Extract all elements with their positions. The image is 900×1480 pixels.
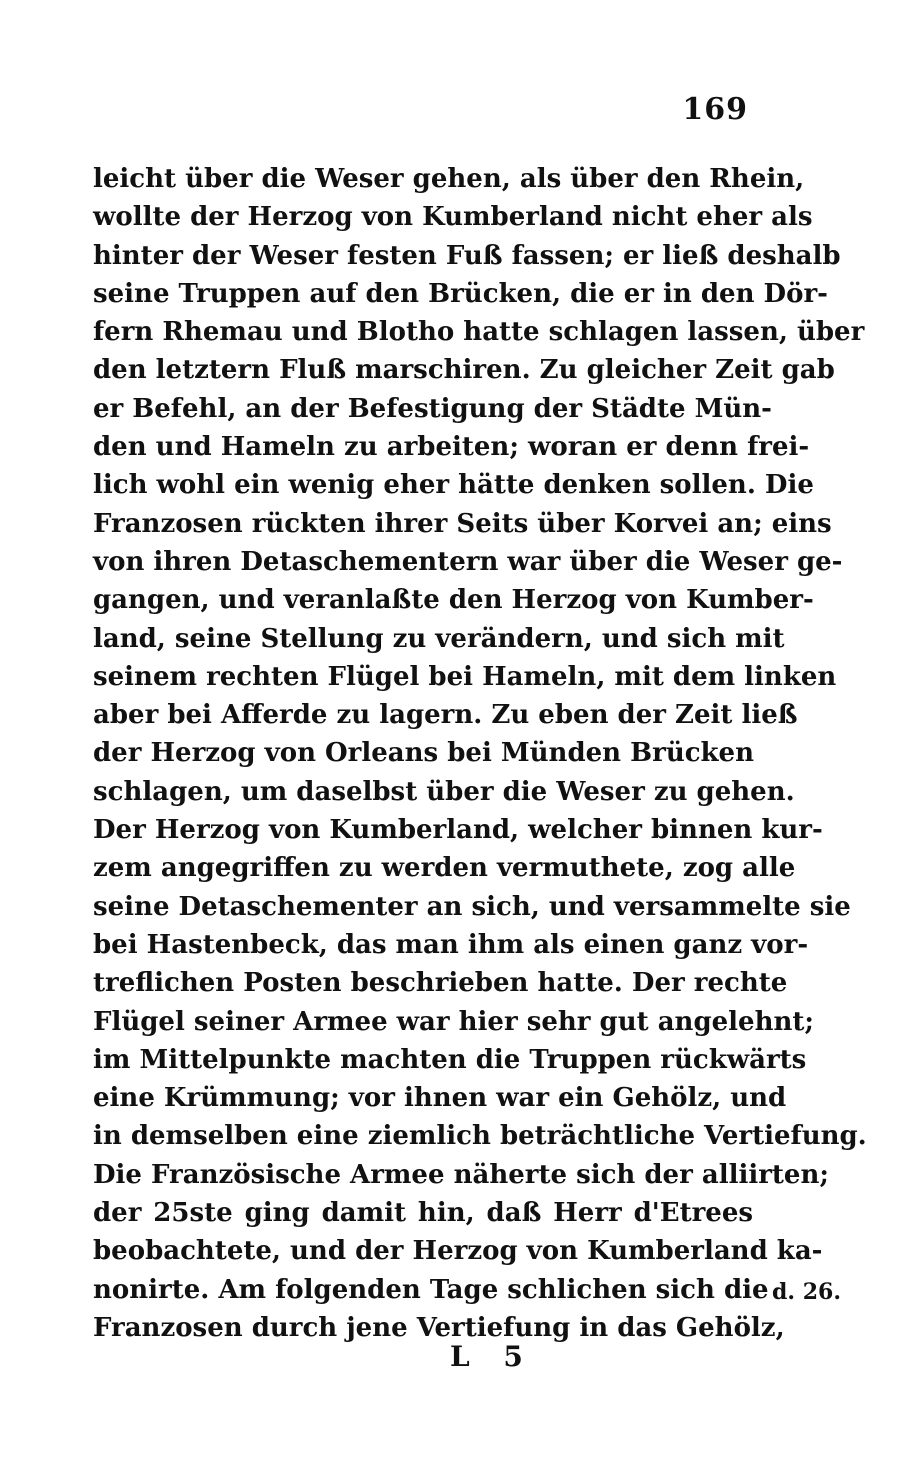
text-line: hinter der Weser festen Fuß fassen; er ließ deshalb — [93, 240, 841, 271]
text-line: aber bei Afferde zu lagern. Zu eben der Zeit ließ — [93, 700, 798, 731]
page-number: 169 — [682, 92, 748, 127]
text-line: Franzosen rückten ihrer Seits über Korvei an; eins — [93, 508, 832, 539]
text-line: nonirte. Am folgenden Tage schlichen sich die — [93, 1274, 769, 1305]
text-line: land, seine Stellung zu verändern, und sich mit — [93, 623, 785, 654]
text-line: er Befehl, an der Befestigung der Städte Mün- — [93, 393, 772, 424]
text-line: fern Rhemau und Blotho hatte schlagen lassen, über — [93, 317, 865, 348]
text-line: bei Hastenbeck, das man ihm als einen ganz vor- — [93, 929, 809, 960]
text-line: zem angegriffen zu werden vermuthete, zog alle — [93, 853, 796, 884]
text-line: den letztern Fluß marschiren. Zu gleicher Zeit gab — [93, 355, 835, 386]
text-line: treflichen Posten beschrieben hatte. Der rechte — [93, 968, 788, 999]
margin-date-note: d. 26. — [772, 1279, 841, 1305]
text-line: lich wohl ein wenig eher hätte denken sollen. Die — [93, 470, 814, 501]
text-line: der 25ste ging damit hin, daß Herr d'Etrees — [93, 1198, 753, 1229]
printer-signature-mark: L 5 — [450, 1340, 535, 1373]
text-line: Flügel seiner Armee war hier sehr gut angelehnt; — [93, 1006, 814, 1037]
text-line: den und Hameln zu arbeiten; woran er denn frei- — [93, 432, 810, 463]
text-line: der Herzog von Orleans bei Münden Brücken — [93, 738, 755, 769]
text-line: von ihren Detaschementern war über die Weser ge- — [93, 546, 843, 577]
text-line: Der Herzog von Kumberland, welcher binnen kur- — [93, 815, 823, 846]
text-line: eine Krümmung; vor ihnen war ein Gehölz, und — [93, 1083, 787, 1114]
text-line: Franzosen durch jene Vertiefung in das Gehölz, — [93, 1312, 785, 1343]
text-line: im Mittelpunkte machten die Truppen rückwärts — [93, 1044, 807, 1075]
text-line: schlagen, um daselbst über die Weser zu gehen. — [93, 776, 795, 807]
text-line: seine Detaschementer an sich, und versammelte sie — [93, 891, 851, 922]
text-line: Die Französische Armee näherte sich der alliirten; — [93, 1159, 829, 1190]
text-line: in demselben eine ziemlich beträchtliche Vertiefung. — [93, 1121, 867, 1152]
text-line: seine Truppen auf den Brücken, die er in den Dör- — [93, 278, 828, 309]
text-line: leicht über die Weser gehen, als über den Rhein, — [93, 164, 805, 194]
text-line: wollte der Herzog von Kumberland nicht eher als — [93, 202, 813, 233]
text-line: gangen, und veranlaßte den Herzog von Kumber- — [93, 585, 814, 616]
text-line: seinem rechten Flügel bei Hameln, mit dem linken — [93, 661, 837, 692]
text-line: beobachtete, und der Herzog von Kumberland ka- — [93, 1236, 823, 1267]
